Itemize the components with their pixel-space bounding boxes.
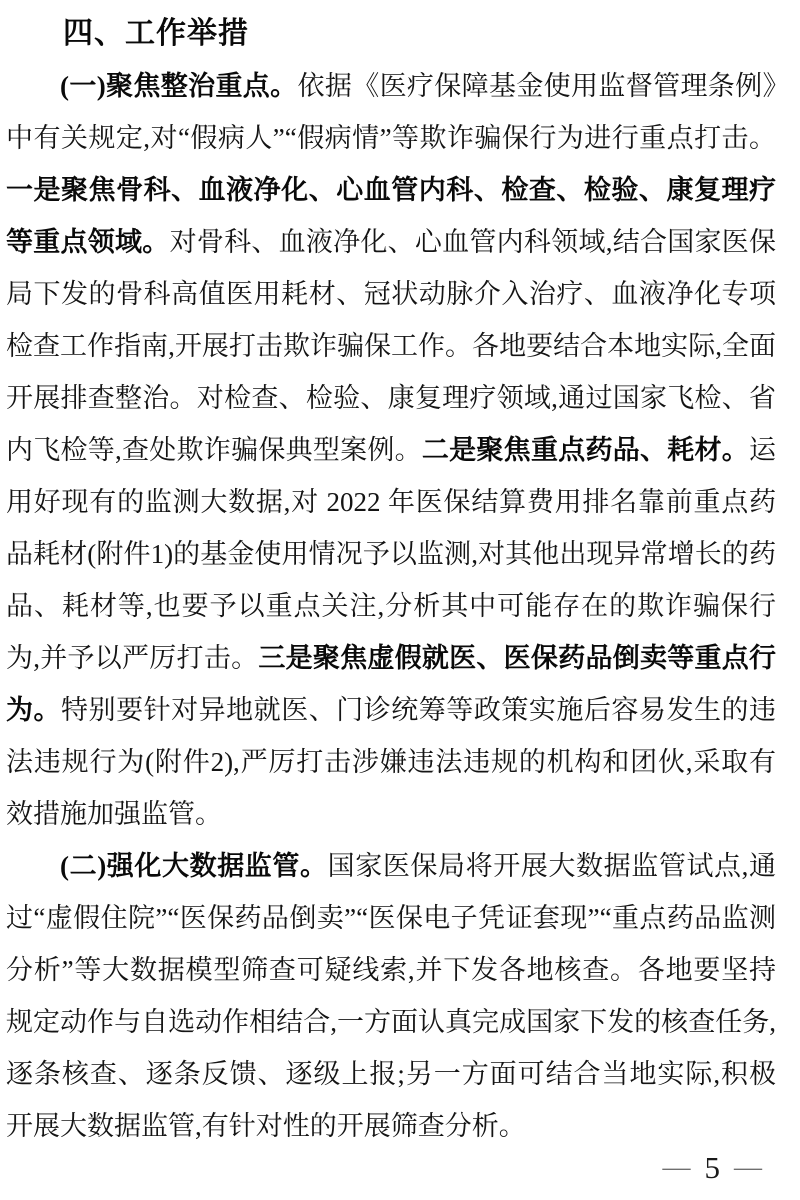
paragraph-1-body-run-2: 对骨科、血液净化、心血管内科领域,结合国家医保局下发的骨科高值医用耗材、冠状动脉介入治疗、血液净化专项检查工作指南,开展打击欺诈骗保工作。各地要结合本地实际,全面开展排查整治。对检查、检验、康复理疗领域,通过国家飞检、省内飞检等,查处欺诈骗保典型案例。 — [6, 227, 777, 465]
paragraph-2-body-run-1: 国家医保局将开展大数据监管试点,通过“虚假住院”“医保药品倒卖”“医保电子凭证套现”“重点药品监测分析”等大数据模型筛查可疑线索,并下发各地核查。各地要坚持规定动作与自选动作相结合,一方面认真完成国家下发的核查任务,逐条核查、逐条反馈、逐级上报;另一方面可结合当地实际,积极开展大数据监管,有针对性的开展筛查分析。 — [6, 851, 776, 1141]
paragraph-focus-rectification — [6, 60, 776, 840]
paragraph-1-lead-label: (一)聚焦整治重点。 — [60, 71, 298, 101]
paragraph-1-body-run-1: 依据《医疗保障基金使用监督管理条例》中有关规定,对“假病人”“假病情”等欺诈骗保行为进行重点打击。 — [6, 71, 777, 153]
section-heading: 四、工作举措 — [63, 17, 249, 50]
paragraph-1-bold-run-1: 一是聚焦骨科、血液净化、心血管内科、检查、检验、康复理疗等重点领域。 — [6, 175, 776, 257]
paragraph-2-lead-label: (二)强化大数据监管。 — [60, 851, 328, 881]
paragraph-1-body-run-4: 特别要针对异地就医、门诊统筹等政策实施后容易发生的违法违规行为(附件2),严厉打击涉嫌违法违规的机构和团伙,采取有效措施加强监管。 — [6, 695, 777, 829]
page-number-dash-left: — — [662, 1152, 691, 1183]
paragraph-1-bold-run-3: 三是聚焦虚假就医、医保药品倒卖等重点行为。 — [6, 643, 777, 725]
paragraph-1-body-run-3: 运用好现有的监测大数据,对 2022 年医保结算费用排名靠前重点药品耗材(附件1)的基金使用情况予以监测,对其他出现异常增长的药品、耗材等,也要予以重点关注,分析其中可能存在的欺诈骗保行为,并予以严厉打击。 — [6, 435, 777, 673]
paragraph-big-data-supervision — [6, 840, 776, 1152]
page-number-value: 5 — [704, 1150, 720, 1185]
page-number — [663, 1148, 763, 1188]
page-number-dash-right: — — [734, 1152, 762, 1183]
paragraph-1-bold-run-2: 二是聚焦重点药品、耗材。 — [421, 435, 750, 465]
